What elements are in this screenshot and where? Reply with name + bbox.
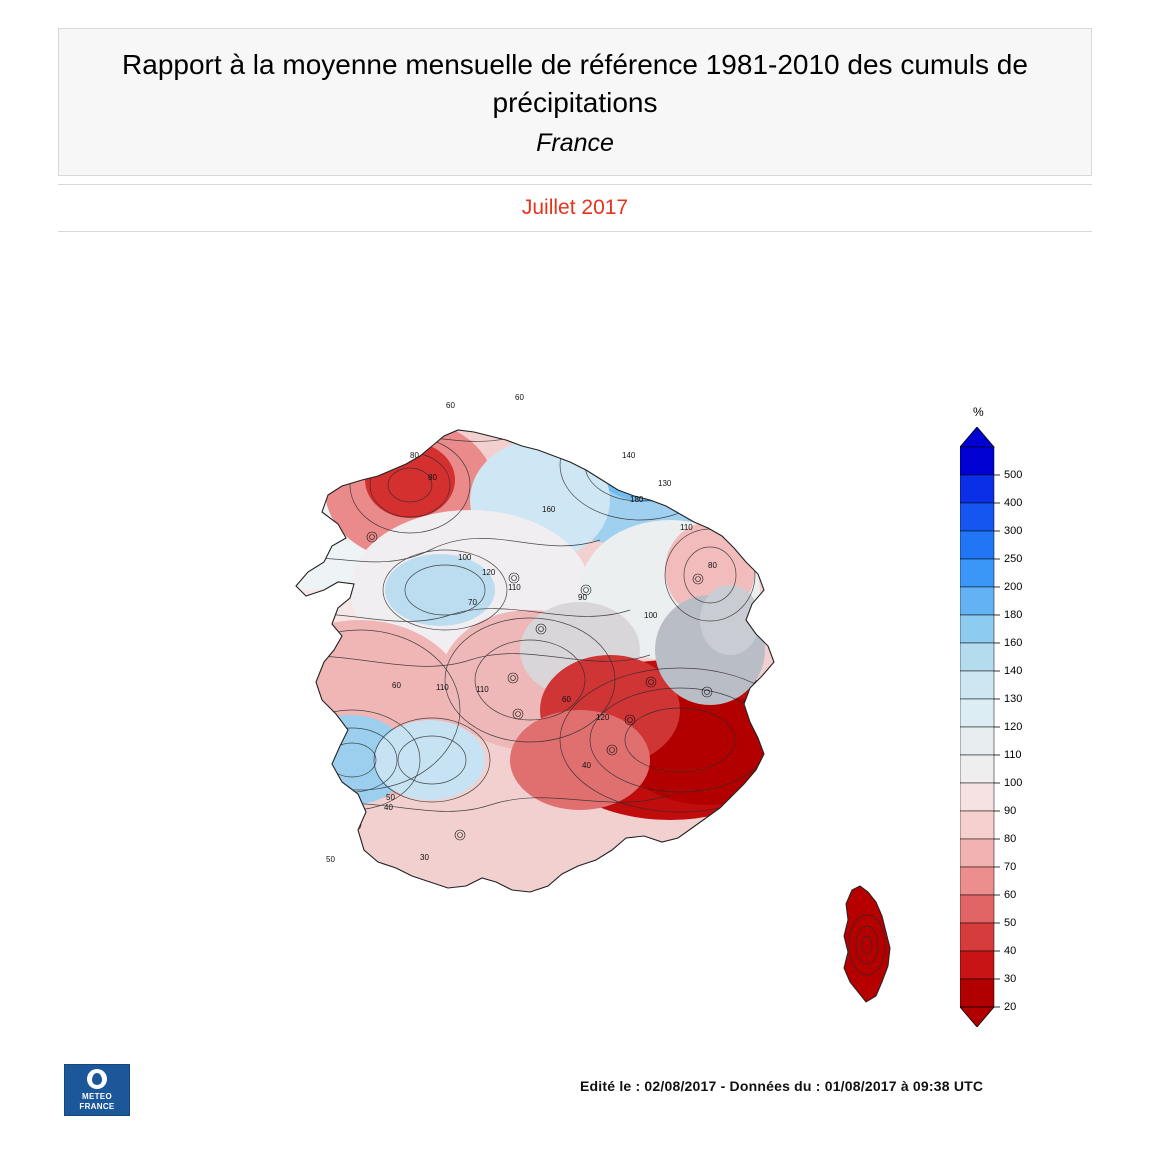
svg-text:60: 60 <box>392 681 401 690</box>
precipitation-map[interactable] <box>110 290 900 1010</box>
legend-tick: 90 <box>1004 805 1017 817</box>
legend-tick: 80 <box>1004 833 1017 845</box>
anomaly-field <box>230 395 800 900</box>
svg-text:60: 60 <box>446 401 455 410</box>
cloud-icon <box>87 1069 107 1089</box>
legend-tick: 30 <box>1004 973 1017 985</box>
map-canvas <box>110 290 900 1010</box>
period-label: Juillet 2017 <box>521 196 629 219</box>
legend-tick: 110 <box>1004 749 1022 761</box>
legend-tick: 50 <box>1004 917 1017 929</box>
svg-text:50: 50 <box>326 855 335 864</box>
svg-text:120: 120 <box>482 568 496 577</box>
svg-text:50: 50 <box>386 793 395 802</box>
edition-info: Edité le : 02/08/2017 - Données du : 01/08/2017 à 09:38 UTC <box>580 1078 984 1094</box>
svg-text:140: 140 <box>622 451 636 460</box>
legend-tick: 160 <box>1004 637 1023 649</box>
legend-tick: 60 <box>1004 889 1017 901</box>
legend-tick: 120 <box>1004 721 1023 733</box>
title-panel <box>58 28 1092 176</box>
legend-tick: 70 <box>1004 861 1017 873</box>
legend-tick: 500 <box>1004 469 1023 481</box>
logo-line-1: METEO <box>82 1092 112 1102</box>
svg-text:180: 180 <box>630 495 644 504</box>
svg-text:100: 100 <box>458 553 472 562</box>
svg-text:40: 40 <box>384 803 393 812</box>
logo-line-2: FRANCE <box>79 1101 115 1111</box>
svg-text:120: 120 <box>596 713 610 722</box>
page-subtitle: France <box>536 129 614 158</box>
legend-tick: 200 <box>1004 581 1023 593</box>
svg-text:100: 100 <box>644 611 658 620</box>
page-title: Rapport à la moyenne mensuelle de référence 1981-2010 des cumuls de précipitations <box>122 48 1028 118</box>
legend-tick: 250 <box>1004 553 1023 565</box>
legend-colorbar[interactable] <box>960 405 1070 1045</box>
svg-text:60: 60 <box>562 695 571 704</box>
svg-text:80: 80 <box>428 473 437 482</box>
svg-text:90: 90 <box>578 593 587 602</box>
legend-tick: 130 <box>1004 693 1023 705</box>
svg-text:70: 70 <box>468 598 477 607</box>
svg-text:160: 160 <box>542 505 556 514</box>
legend-tick: 100 <box>1004 777 1023 789</box>
legend-tick: 400 <box>1004 497 1023 509</box>
svg-text:40: 40 <box>582 761 591 770</box>
legend-unit-label: % <box>973 405 984 419</box>
svg-text:110: 110 <box>508 583 521 592</box>
svg-text:110: 110 <box>476 685 489 694</box>
legend-tick: 300 <box>1004 525 1023 537</box>
legend-tick: 40 <box>1004 945 1017 957</box>
corsica <box>844 886 890 1002</box>
legend-tick: 140 <box>1004 665 1023 677</box>
svg-text:110: 110 <box>436 683 449 692</box>
svg-text:60: 60 <box>515 393 524 402</box>
svg-text:30: 30 <box>420 853 429 862</box>
period-panel <box>58 184 1092 232</box>
colorbar-svg <box>960 427 1070 1027</box>
svg-text:110: 110 <box>680 523 693 532</box>
legend-tick: 180 <box>1004 609 1023 621</box>
svg-text:80: 80 <box>708 561 717 570</box>
svg-text:80: 80 <box>410 451 419 460</box>
meteo-france-logo <box>64 1064 130 1116</box>
legend-tick: 20 <box>1004 1001 1017 1013</box>
svg-text:130: 130 <box>658 479 672 488</box>
